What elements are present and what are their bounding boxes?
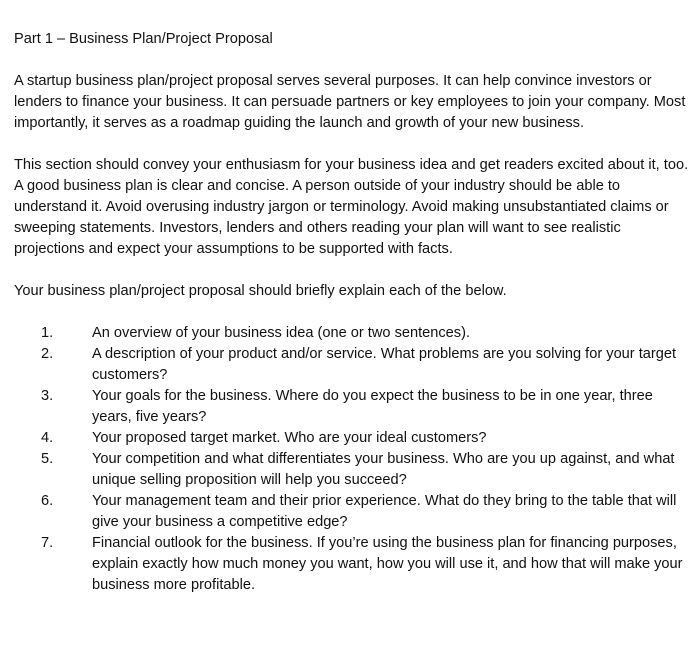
list-item-number: 1. [41, 325, 54, 341]
requirements-list [14, 323, 694, 596]
list-item-text: A description of your product and/or service. What problems are you solving for your target customers? [92, 346, 677, 383]
list-item-number: 7. [41, 535, 54, 551]
list-item-number: 4. [41, 430, 54, 446]
list-item-text: Your management team and their prior experience. What do they bring to the table that will give your business a competitive edge? [92, 493, 677, 530]
guidance-paragraph: This section should convey your enthusiasm for your business idea and get readers excited about it, too. A good business plan is clear and concise. A person outside of your industry should be able to understand it. Avoid overusing industry jargon or terminology. Avoid making unsubstantiated claims or sweeping statements. Investors, lenders and others reading your plan will want to see realistic projections and expect your assumptions to be supported with facts. [14, 157, 689, 257]
list-item [14, 428, 694, 449]
list-item [14, 533, 694, 596]
list-item-number: 5. [41, 451, 54, 467]
list-item [14, 491, 694, 533]
list-item-text: Financial outlook for the business. If you’re using the business plan for financing purposes, explain exactly how much money you want, how you will use it, and how that will make your business more profitable. [92, 535, 683, 593]
list-item [14, 449, 694, 491]
list-item-text: An overview of your business idea (one or two sentences). [92, 325, 471, 341]
intro-paragraph: A startup business plan/project proposal serves several purposes. It can help convince investors or lenders to finance your business. It can persuade partners or key employees to join your company. Most importantly, it serves as a roadmap guiding the launch and growth of your new business. [14, 73, 686, 131]
list-item-number: 6. [41, 493, 54, 509]
list-item-text: Your goals for the business. Where do you expect the business to be in one year, three years, five years? [92, 388, 653, 425]
list-item-number: 2. [41, 346, 54, 362]
list-item [14, 344, 694, 386]
list-item [14, 323, 694, 344]
list-item-number: 3. [41, 388, 54, 404]
document-title: Part 1 – Business Plan/Project Proposal [14, 31, 273, 47]
list-item-text: Your competition and what differentiates your business. Who are you up against, and what unique selling proposition will help you succeed? [92, 451, 675, 488]
list-item-text: Your proposed target market. Who are your ideal customers? [92, 430, 487, 446]
list-item [14, 386, 694, 428]
instruction-paragraph: Your business plan/project proposal should briefly explain each of the below. [14, 283, 507, 299]
